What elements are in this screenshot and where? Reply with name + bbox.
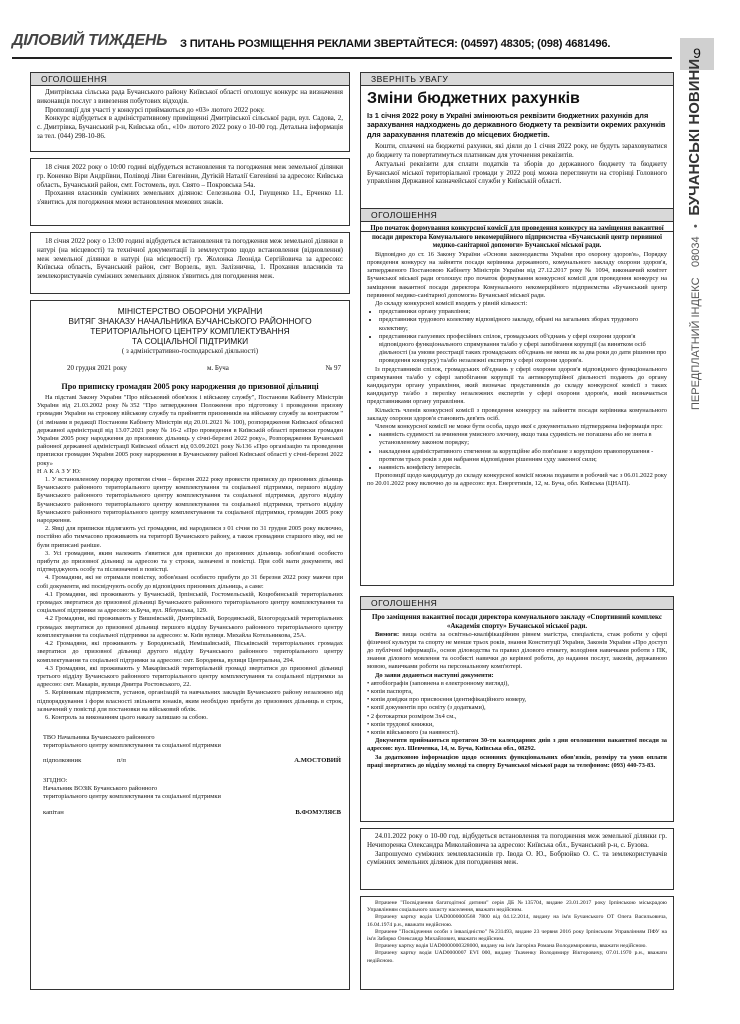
order-number: № 97 [325,364,341,372]
notice-body [37,237,343,281]
order-place: м. Буча [207,364,229,372]
side-strip-label: ПЕРЕДПЛАТНИЙ ІНДЕКС [690,277,702,410]
side-strip-title: БУЧАНСЬКІ НОВИНИ [686,58,703,216]
signature-2-name: В.ФОМУЛЯЄВ [295,809,341,817]
notice-box-6 [360,828,674,890]
order-nakazuyu: Н А К А З У Ю: [37,467,81,475]
notice-body [367,832,667,867]
order-heading-5: ( з адміністративно-господарської діяльності) [121,347,259,355]
notice-header: ОГОЛОШЕННЯ [371,210,438,220]
list-item: • автобіографія (заповнена в електронному вигляді), [367,679,510,687]
notice-paragraph: Запрошуємо суміжних землевласників гр. Івода О. Ю., Бобрюйко О. С. та землекористувачів суміжних земельних ділянок для погодження меж. [367,849,667,867]
order-meta [37,364,343,376]
notice-header: ОГОЛОШЕННЯ [41,74,108,84]
notice-paragraph: Пропозиції для участі у конкурсі приймаються до «03» лютого 2022 року. [45,105,265,114]
docs-title: До заяви додаються наступні документи: [375,671,494,679]
notice-paragraph: Кількість членів конкурсної комісії з проведення конкурсу на зайняття посади керівника комунального закладу охорони здоров'я становить дев'ять осіб. [367,406,667,422]
notice-body [367,613,667,770]
signature-1-name: А.МОСТОВИЙ [294,756,341,764]
requirements-text: вища освіта за освітньо-кваліфікаційним рівнем магістра, спеціаліста, стаж роботи у сфері фізичної культури та спорту не менше трьох років, знання Конституції України, Законів України «Про доступ до публічної інформації», основ діловодства та правил ділового етикету, володіння навичками роботи з ПК, знання ділового мовлення та особисті навички до керівної роботи, до надання послуг, законів, державною мовою, навичками роботи на персональному комп'ютері. [367,630,667,671]
list-item: • копія паспорта, [367,688,413,696]
masthead-logo: ДІЛОВИЙ ТИЖДЕНЬ [12,32,168,49]
side-strip-text [686,59,704,410]
side-strip [680,58,720,410]
signature-2-line-1: Начальник ВОЗіК Бучанського районного [43,784,158,792]
notice-body [37,88,343,141]
notice-paragraph: Відповідно до ст. 16 Закону України «Основи законодавства України про охорону здоров'я», Порядку проведення конкурсу на зайняття посади керівника державного, комунального закладу охорони здоров'я, затвердженого Постановою Кабінету Міністрів України від 27.12.2017 року № 1094, виконавчий комітет Бучанської міської ради оголошує про початок формування конкурсної комісії для проведення конкурсу на заміщення вакантної посади директора Комунального некомерційного підприємства «Бучанський центр первинної медико-санітарної допомоги» Бучанської міської ради. [367,250,667,299]
order-date: 20 грудня 2021 року [67,364,127,372]
lost-documents-box [360,896,674,990]
lost-document-item: Втрачену картку водія UAD0000000568 7800 від 04.12.2014, видану на ім'я Бучанського ОТ Олега Васильовича, 16.04.1974 р.н., вважати недійсною. [367,914,667,928]
notice-box-3 [30,232,350,294]
notice-header-bar [361,597,673,610]
notice-paragraph: Прохання власників суміжних земельних ділянок: Селезньова О.І, Гнущенко І.І., Ерченко І.І. з'явитись для погодження межи встановлення межових знаків. [37,189,343,207]
notice-box-2 [30,158,350,226]
list-item: • копія військового (за наявності). [367,729,460,737]
notice-paragraph: До складу конкурсної комісії входять у рівній кількості: [375,300,528,307]
order-heading-3: ТЕРИТОРІАЛЬНОГО ЦЕНТРУ КОМПЛЕКТУВАННЯ [90,326,290,336]
notice-paragraph: 24.01.2022 року о 10-00 год. відбудеться встановлення та погодження меж земельної ділянки гр. Нечипоренка Олександра Миколайовича за адресою: Київська обл., Бучанський р-н, с. Бузова. [367,832,667,849]
notice-paragraph: Конкурс відбудеться в адміністративному приміщенні Дмитрівської сільської ради, вул. Садова, 2, с. Дмитрівка, Бучанський р-н, Київська обл., «10» лютого 2022 року о 10-00 год. Детальна інформація за тел. (044) 298-10-86. [37,114,343,140]
notice-paragraph: Пропозиції щодо кандидатур до складу конкурсної комісії можна подавати в робочий час з 06.01.2022 року по 20.01.2022 року включно до за адресою: вул. Енергетиків, 12, м. Буча, обл. Київська (ЦНАП). [367,472,667,488]
notice-body [367,225,667,489]
lost-document-item: Втрачене "Посвідчення багатодітної дитини" серія ДБ №135704, видане 23.01.2017 року Ірпінською міськрадою Управлінням соціального захисту населення, вважати недійсним. [367,900,667,914]
list-item: • копія довідки про присвоєння ідентифікаційного номеру, [367,696,527,704]
attention-header: ЗВЕРНІТЬ УВАГУ [371,74,449,84]
notice-title: Про початок формування конкурсної комісії для проведення конкурсу на заміщення вакантної посади директора Комунального некомерційного підприємства «Бучанський центр первинної медико-санітарної допомоги» Бучанської міської ради. [370,225,664,250]
attention-lead: Із 1 січня 2022 року в Україні змінюються реквізити бюджетних рахунків для зарахування надходжень до державного бюджету та реквізити окремих рахунків для зарахування платежів до місцевих бюджетів. [367,111,666,139]
attention-paragraph: Актуальні реквізити для сплати податків та зборів до державного бюджету та бюджету Бучанської міської територіальної громади у 2022 році можна переглянути на сторінці Головного управління Державної казначейської служби у Київській області. [367,159,667,186]
notice-title: Про заміщення вакантної посади директора комунального закладу «Спортивний комплекс «Академія спорту» Бучанської міської ради. [371,613,663,630]
lost-document-item: Втрачену картку водія UAD0000000328000, видану на ім'я Загоріна Романа Володимировича, вважати недійсною. [375,943,647,950]
order-item: 4.2 Громадяни, які проживають у Бородянській, Немішаївській, Піськівській територіальних громадах звертатися до призовної дільниці другого відділу Бучанського районного територіального центру комплектування та соціальної підтримки за адресою: смт. Бородянка, вулиця Центральна, 294. [37,640,343,664]
side-strip-dot: • [690,224,702,228]
order-item: 3. Усі громадяни, яким належить з'явитися для приписки до призовних дільниць зобов'язані особисто прибути до призовної дільниці за адресою та у строки, зазначені в повістці. При собі мати документи, які підтверджують особу та післязначені в повістці. [37,549,343,574]
order-item: 2. Явці для приписки підлягають усі громадяни, які народилися з 01 січня по 31 грудня 2005 року включно, постійно або тимчасово проживають на території Бучанського району, а також громадяни старшого віку, які не були приписані раніше. [37,525,343,549]
attention-paragraph: Кошти, сплачені на бюджетні рахунки, які діяли до 1 січня 2022 року, не будуть зараховуватися до бюджету та повертатимуться платникам для уточнення реквізитів. [367,142,667,160]
order-item: 4.3 Громадяни, які проживають у Макарівській територіальній громаді звертатися до призовної дільниці третього відділу Бучанського районного територіального центру комплектування та соціальної підтримки за адресою: смт. Макарів, вулиця Дмитра Ростовського, 22. [37,664,343,689]
notice-bullet-list [367,308,667,365]
notice-body [37,163,343,207]
requirements-label: Вимоги: [375,630,400,638]
signature-1-line-2: територіального центру комплектування та соціальної підтримки [43,742,221,750]
list-item: • копії документів про освіту (з додатками), [367,704,486,712]
signature-2-line-2: територіального центру комплектування та соціальної підтримки [43,792,221,800]
attention-content [367,89,667,186]
order-content [37,306,343,821]
lost-documents-list [367,900,667,965]
notice-box-1 [30,72,350,152]
signature-1-line-1: ТВО Начальника Бучанського районного [43,734,155,742]
order-heading-1: МІНІСТЕРСТВО ОБОРОНИ УКРАЇНИ [117,306,263,316]
attention-headline: Зміни бюджетних рахунків [367,90,580,107]
notice-header: ОГОЛОШЕННЯ [371,598,438,608]
notice-paragraph: Дмитрівська сільська рада Бучанського району Київської області оголошує конкурс на визначення виконавців послуг з вивезення побутових відходів. [37,88,343,105]
list-item: • представники галузевих професійних спілок, громадських об'єднань у сфері охорони здоров'я відповідного функціонального спрямування та/або у сфері запобігання корупції (за винятком осіб діяльності (за умови реєстрації таких громадських об'єднань не менш як за два роки до дати рішення про проведення конкурсу) та/або незалежні експерти у сфері охорони здоров'я. [379,333,667,366]
notice-paragraph: 18 січня 2022 року о 10:00 годині відбудеться встановлення та погодження меж земельної ділянки гр. Коненко Віри Андріївни, Поліводі Ліни Євгенівни, Дутікій Наталії Євгенівні за адресою: Київська область, Бучанський район, смт. Гостомель, вул. Свято – Покровська 54а. [37,163,343,189]
order-box [30,300,350,990]
order-item: 4.1 Громадяни, які проживають у Бучанській, Ірпінській, Гостомельській, Коцюбинській територіальних громадах звертатися до призовної дільниці Бучанського районного територіального центру комплектування та соціальної підтримки за адресою: м.Буча, вул. Яблунська, 129. [37,590,343,615]
notice-header-bar [31,73,349,86]
order-heading-2: ВИТЯГ ЗНАКАЗУ НАЧАЛЬНИКА БУЧАНСЬКОГО РАЙОННОГО [68,316,312,326]
order-item: 4. Громадяни, які не отримали повістку, зобов'язані особисто прибути до 31 березня 2022 року маючи при собі документи, які посвідчують особу до відповідних призовних дільниць, а саме: [37,574,343,590]
side-strip-index: 08034 [690,236,702,268]
notice-paragraph: Із представників спілок, громадських об'єднань у сфері охорони здоров'я відповідного функціонального спрямування та/або у сфері запобігання корупції та антикорупційної діяльності подають до органу кандидатури органу управління, який визначає представників до складу конкурсної комісії з таких кандидатур та/або з переліку незалежних експертів у сфері охорони здоров'я, який визначається представниками органу управління. [367,365,667,406]
masthead [0,0,740,68]
list-item: • копія трудової книжки, [367,720,434,728]
signature-2-row [37,809,343,821]
signature-1-row [37,757,343,769]
lost-document-item: Втрачену картку водія UAD0000007 EVI 000, видану Ткаченку Володимиру Вікторовичу, 07.01.1970 р.н., вважати недійсною. [367,950,667,964]
notice-box-4 [360,208,674,586]
notice-deadline: Документи приймаються протягом 30-ти календарних днів з дня оголошення вакантної посади за адресою: вул. Шевченка, 14, м. Буча, Київська обл., 08292. [367,737,667,753]
signature-2-rank: капітан [43,809,64,817]
notice-box-5 [360,596,674,822]
notice-paragraph: Членом конкурсної комісії не може бути особа, щодо якої є документально підтверджена інформація про: [375,423,663,431]
list-item: • накладення адміністративного стягнення за корупційне або пов'язане з корупцією правопорушення - протягом трьох років з дня набрання відповідним рішенням суду законної сили; [379,448,667,464]
list-item: • наявність судимості за вчинення умисного злочину, якщо така судимість не погашена або не знята в установленому законом порядку; [379,431,667,447]
order-heading-4: ТА СОЦІАЛЬНОЇ ПІДТРИМКИ [131,336,249,346]
order-title: Про приписку громадян 2005 року народження до призовної дільниці [61,382,319,391]
notice-header-bar [361,209,673,222]
order-item: 5. Керівникам підприємств, установ, організацій та навчальних закладів Бучанського району незалежно від підпорядкування і форм власності звільнити юнаків, яким необхідно прибути до призовних дільниць в строк, зазначений у повістці для постановки на військовий облік. [37,689,343,713]
signature-1-rank: підполковник [43,756,82,764]
notice-paragraph: 18 січня 2022 року о 13:00 годині відбудеться встановлення та погодження меж земельної ділянки в натурі (на місцевості) та технічної документації із землеустрою щодо встановлення (відновлення) меж земельної ділянки в натурі (на місцевості) гр. Жолонка Леоніда Сергійовича за адресою: Київська область, Бучанський район, смт Ворзель, вул. Залізнична, 1. Прохання власників та землекористувачів суміжних земельних ділянок з'явитись для погодження меж. [37,237,343,281]
order-item: 6. Контроль за виконанням цього наказу залишаю за собою. [45,713,208,721]
signature-zgidno: ЗГІДНО: [43,776,68,784]
list-item: • представники трудового колективу відповідного закладу, обрані на загальних зборах трудового колективу; [379,316,667,332]
order-item: 1. У встановленому порядку протягом січня – березня 2022 року провести приписку до призовних дільниць Бучанського районного територіального центру комплектування та соціальної підтримки, першого відділу Бучанського районного територіального центру комплектування та соціальної підтримки, другого відділу Бучанського районного територіального центру комплектування та соціальної підтримки, третього відділу Бучанського районного територіального центру комплектування та соціальної підтримки, громадян 2005 року народження. [37,476,343,525]
order-item: 4.2 Громадяни, які проживають у Вишнівській, Дмитрівській, Бородянській, Білогородській територіальних громадах звертатися до призовної дільниці першого відділу Бучанського районного територіального центру комплектування та соціальної підтримки за адресою: м. Київ вулиця. Михайла Котельникова, 25А. [37,615,343,639]
signature-1-pp: п/п [117,756,126,764]
list-item: • 2 фотокартки розміром 3х4 см., [367,712,457,720]
masthead-advert: З ПИТАНЬ РОЗМІЩЕННЯ РЕКЛАМИ ЗВЕРТАЙТЕСЯ: (04597) 48305; (098) 4681496. [180,38,611,50]
lost-document-item: Втрачене "Посвідчення особи з інвалідністю" №231493, видане 23 червня 2016 року Ірпінським Управлінням ПФУ на ім'я Забирко Олександр Михайлович, вважати недійсним. [367,928,667,943]
notice-requirements [367,631,667,672]
notice-bullet-list [367,431,667,472]
list-item: • наявність конфлікту інтересів. [379,464,667,472]
attention-header-bar [361,73,673,86]
page-number: 9 [693,45,701,61]
list-item: • представники органу управління; [379,308,667,316]
masthead-rule [12,57,672,59]
notice-contact: За додатковою інформацією щодо основних функціональних обов'язків, розміру та умов оплати праці звертатись до відділу молоді та спорту Бучанської міської ради за телефоном: (093) 440-73-83. [367,753,667,769]
order-intro: На підставі Закону України "Про військовий обов'язок і військову службу", Постанови Кабінету Міністрів України від 21.03.2002 року №352 "Про затвердження Положення про підготовку і проведення призову громадян України на строкову військову службу та прийняття призовників на військову службу за контрактом " (зі змінами в редакції Постанови Кабінету Міністрів від 20.01.2021 № 100), розпорядження Київської обласної державної адміністрації від 13.07.2021 року № 16-2 «Про проведення в Київській області приписки громадян України 2005 року народження до призовних дільниць у січні-березні 2022 року», Розпорядження Бучанської районної державної адміністрації Київської області від 03.09.2021 року №136 «Про організацію та проведення приписки громадян України 2005 року народження в Бучанському районі Київської області у січні-березні 2022 року» [37,394,343,467]
